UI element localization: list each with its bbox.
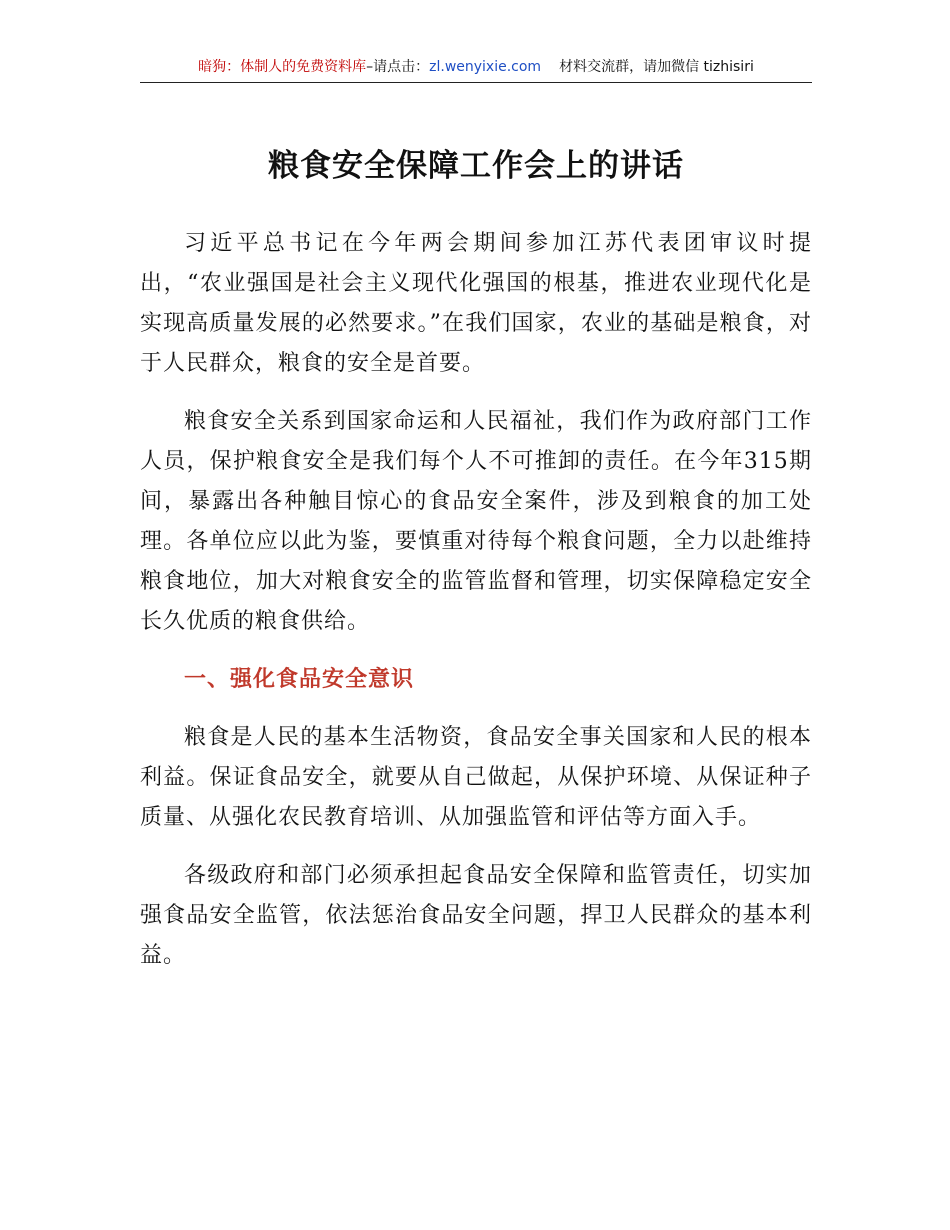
header-click-prompt: –请点击： (366, 59, 430, 75)
page-header (140, 56, 812, 83)
section-heading-1: 一、强化食品安全意识 (184, 667, 415, 692)
header-url-link[interactable]: zl.wenyixie.com (429, 59, 542, 75)
paragraph-intro-2: 粮食安全关系到国家命运和人民福祉，我们作为政府部门工作人员，保护粮食安全是我们每个人不可推卸的责任。在今年315期间，暴露出各种触目惊心的食品安全案件，涉及到粮食的加工处理。各单位应以此为鉴，要慎重对待每个粮食问题，全力以赴维持粮食地位，加大对粮食安全的监管监督和管理，切实保障稳定安全长久优质的粮食供给。 (140, 409, 812, 634)
paragraph-intro-1: 习近平总书记在今年两会期间参加江苏代表团审议时提出，“农业强国是社会主义现代化强国的根基，推进农业现代化是实现高质量发展的必然要求。”在我们国家，农业的基础是粮食，对于人民群众，粮食的安全是首要。 (140, 231, 812, 376)
document-title: 粮食安全保障工作会上的讲话 (268, 148, 684, 184)
document-body (140, 224, 812, 994)
paragraph-section-1-2: 各级政府和部门必须承担起食品安全保障和监管责任，切实加强食品安全监管，依法惩治食品安全问题，捍卫人民群众的基本利益。 (140, 863, 812, 968)
header-group-note: 材料交流群，请加微信 tizhisiri (559, 59, 754, 75)
header-site-label: 暗狗：体制人的免费资料库 (198, 59, 367, 75)
paragraph-section-1-1: 粮食是人民的基本生活物资，食品安全事关国家和人民的根本利益。保证食品安全，就要从自己做起，从保护环境、从保证种子质量、从强化农民教育培训、从加强监管和评估等方面入手。 (140, 725, 812, 830)
